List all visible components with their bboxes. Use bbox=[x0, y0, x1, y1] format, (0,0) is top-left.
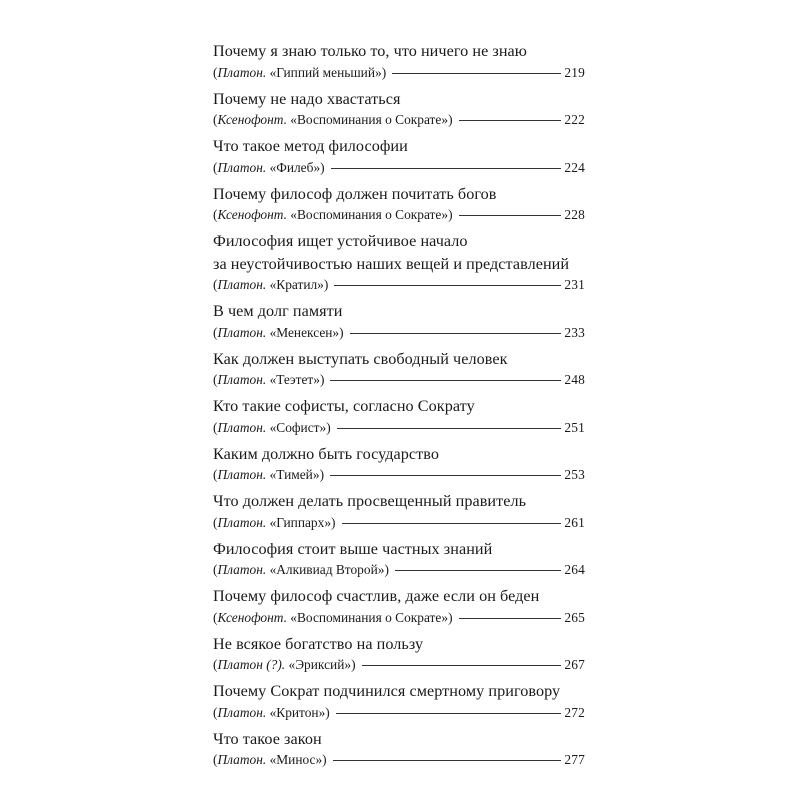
source-author: Ксенофонт. bbox=[217, 112, 287, 127]
source-work: «Филеб» bbox=[269, 159, 321, 175]
toc-entry-source bbox=[213, 323, 583, 343]
table-of-contents bbox=[213, 40, 583, 770]
leader-line bbox=[362, 665, 562, 666]
toc-entry bbox=[213, 585, 583, 628]
page-number: 224 bbox=[564, 159, 585, 175]
source-author: Платон. bbox=[217, 372, 267, 387]
page-number: 251 bbox=[564, 419, 585, 435]
leader-line bbox=[333, 760, 562, 761]
source-work: «Эриксий» bbox=[288, 657, 352, 672]
toc-entry-source bbox=[213, 513, 583, 533]
leader-line bbox=[459, 215, 562, 216]
toc-entry-title: Философия ищет устойчивое начало bbox=[213, 232, 468, 250]
source-author: Платон. bbox=[217, 562, 267, 577]
source-citation: (Платон (?). «Эриксий») bbox=[213, 657, 356, 672]
source-author: Платон. bbox=[217, 159, 267, 175]
source-work: «Воспоминания о Сократе» bbox=[290, 112, 449, 127]
toc-entry-title: В чем долг памяти bbox=[213, 302, 343, 320]
source-citation: (Платон. «Софист») bbox=[213, 419, 331, 435]
leader-line bbox=[459, 120, 562, 121]
source-citation: (Платон. «Минос») bbox=[213, 752, 327, 767]
toc-entry-title: Почему я знаю только то, что ничего не знаю bbox=[213, 42, 527, 60]
source-work: «Воспоминания о Сократе» bbox=[290, 609, 449, 625]
source-author: Ксенофонт. bbox=[217, 207, 287, 222]
toc-entry-title: Не всякое богатство на пользу bbox=[213, 634, 424, 653]
page-number: 222 bbox=[564, 112, 585, 127]
toc-entry-title: Каким должно быть государство bbox=[213, 444, 440, 463]
source-author: Платон. bbox=[217, 419, 267, 435]
toc-entry-title: Что такое закон bbox=[213, 729, 322, 748]
leader-line bbox=[342, 523, 562, 524]
source-work: «Гиппарх» bbox=[269, 514, 332, 530]
source-author: Платон. bbox=[217, 704, 267, 720]
toc-entry bbox=[213, 633, 583, 676]
page-number: 248 bbox=[564, 372, 585, 387]
source-work: «Теэтет» bbox=[269, 372, 320, 387]
page-number: 233 bbox=[564, 324, 585, 340]
source-work: «Кратил» bbox=[269, 277, 324, 292]
toc-entry-source bbox=[213, 465, 583, 485]
toc-entry-source bbox=[213, 608, 583, 628]
toc-entry bbox=[213, 680, 583, 723]
toc-entry-title: Что должен делать просвещенный правитель bbox=[213, 492, 527, 510]
page-number: 253 bbox=[564, 467, 585, 482]
toc-entry bbox=[213, 538, 583, 581]
toc-entry bbox=[213, 728, 583, 771]
toc-entry-title: Почему философ должен почитать богов bbox=[213, 184, 497, 203]
source-work: «Воспоминания о Сократе» bbox=[290, 207, 449, 222]
toc-entry bbox=[213, 183, 583, 226]
toc-entry bbox=[213, 230, 583, 295]
page-number: 265 bbox=[564, 609, 585, 625]
toc-entry-title: Кто такие софисты, согласно Сократу bbox=[213, 397, 475, 415]
source-citation: (Ксенофонт. «Воспоминания о Сократе») bbox=[213, 207, 453, 222]
page-number: 228 bbox=[564, 207, 585, 222]
source-work: «Гиппий меньший» bbox=[269, 64, 382, 80]
source-author: Платон. bbox=[217, 514, 267, 530]
toc-entry bbox=[213, 88, 583, 131]
source-author: Ксенофонт. bbox=[217, 609, 287, 625]
page-number: 264 bbox=[564, 562, 585, 577]
page-number: 267 bbox=[564, 657, 585, 672]
toc-entry-title: Как должен выступать свободный человек bbox=[213, 349, 508, 368]
toc-entry bbox=[213, 490, 583, 533]
source-citation: (Платон. «Тимей») bbox=[213, 467, 325, 482]
source-citation: (Платон. «Критон») bbox=[213, 704, 330, 720]
toc-entry-title: Почему Сократ подчинился смертному приговору bbox=[213, 682, 561, 700]
page-number: 261 bbox=[564, 514, 585, 530]
source-work: «Менексен» bbox=[269, 324, 340, 340]
leader-line bbox=[392, 73, 561, 74]
toc-entry-source bbox=[213, 370, 583, 390]
toc-entry-title: Почему не надо хвастаться bbox=[213, 89, 401, 108]
toc-entry-title: Что такое метод философии bbox=[213, 137, 408, 155]
leader-line bbox=[395, 570, 561, 571]
source-citation: (Ксенофонт. «Воспоминания о Сократе») bbox=[213, 112, 453, 127]
source-citation: (Платон. «Кратил») bbox=[213, 277, 329, 292]
toc-entry-source bbox=[213, 275, 583, 295]
toc-entry-source bbox=[213, 418, 583, 438]
toc-entry-source bbox=[213, 110, 583, 130]
leader-line bbox=[330, 380, 561, 381]
leader-line bbox=[350, 333, 562, 334]
leader-line bbox=[459, 618, 562, 619]
toc-entry-title: Философия стоит выше частных знаний bbox=[213, 539, 493, 558]
toc-entry-source bbox=[213, 63, 583, 83]
source-citation: (Платон. «Алкивиад Второй») bbox=[213, 562, 389, 577]
source-author: Платон. bbox=[217, 752, 267, 767]
toc-entry-source bbox=[213, 750, 583, 770]
toc-entry-title: Почему философ счастлив, даже если он беден bbox=[213, 587, 540, 605]
source-citation: (Ксенофонт. «Воспоминания о Сократе») bbox=[213, 609, 453, 625]
toc-entry-source bbox=[213, 655, 583, 675]
source-citation: (Платон. «Гиппарх») bbox=[213, 514, 336, 530]
source-work: «Критон» bbox=[269, 704, 326, 720]
source-author: Платон. bbox=[217, 64, 267, 80]
page-number: 272 bbox=[564, 704, 585, 720]
source-work: «Софист» bbox=[269, 419, 327, 435]
page-number: 231 bbox=[564, 277, 585, 292]
source-author: Платон. bbox=[217, 467, 267, 482]
toc-entry-source bbox=[213, 560, 583, 580]
toc-entry bbox=[213, 395, 583, 438]
source-citation: (Платон. «Гиппий меньший») bbox=[213, 64, 387, 80]
source-work: «Алкивиад Второй» bbox=[269, 562, 385, 577]
toc-entry bbox=[213, 443, 583, 486]
source-author: Платон. bbox=[217, 277, 267, 292]
page-number: 219 bbox=[564, 64, 585, 80]
leader-line bbox=[330, 475, 561, 476]
toc-entry bbox=[213, 135, 583, 178]
source-work: «Минос» bbox=[269, 752, 323, 767]
toc-entry-source bbox=[213, 205, 583, 225]
toc-entry-title: за неустойчивостью наших вещей и представлений bbox=[213, 254, 570, 273]
source-author: Платон. bbox=[217, 324, 267, 340]
leader-line bbox=[331, 168, 562, 169]
source-citation: (Платон. «Теэтет») bbox=[213, 372, 325, 387]
leader-line bbox=[336, 713, 562, 714]
toc-entry-source bbox=[213, 158, 583, 178]
toc-entry bbox=[213, 348, 583, 391]
toc-entry bbox=[213, 40, 583, 83]
leader-line bbox=[334, 285, 561, 286]
page-number: 277 bbox=[564, 752, 585, 767]
toc-entry-source bbox=[213, 703, 583, 723]
source-work: «Тимей» bbox=[269, 467, 320, 482]
source-author: Платон (?). bbox=[217, 657, 286, 672]
leader-line bbox=[337, 428, 562, 429]
toc-entry bbox=[213, 300, 583, 343]
source-citation: (Платон. «Менексен») bbox=[213, 324, 344, 340]
source-citation: (Платон. «Филеб») bbox=[213, 159, 325, 175]
